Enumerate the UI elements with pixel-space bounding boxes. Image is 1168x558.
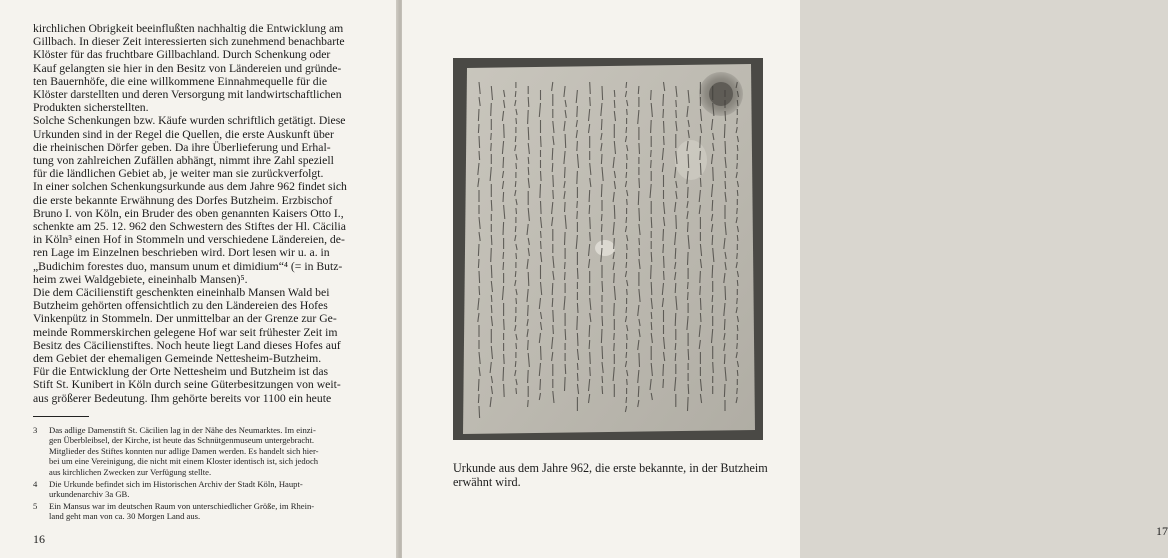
footnote-number: 4 bbox=[33, 478, 38, 489]
body-line: Kauf gelangten sie hier in den Besitz von Ländereien und gründe- bbox=[33, 61, 342, 75]
body-line: „Budichim forestes duo, mansum unum et dimidium“⁴ (= in Butz- bbox=[33, 259, 343, 273]
body-line: Klöster darstellten und deren Versorgung mit landwirtschaftlichen bbox=[33, 88, 342, 102]
body-line: Produkten sicherstellten. bbox=[33, 101, 149, 115]
body-line: die erste bekannte Erwähnung des Dorfes Butzheim. Erzbischof bbox=[33, 193, 333, 207]
body-line: Stift St. Kunibert in Köln durch seine Güterbesitzungen von weit- bbox=[33, 378, 341, 392]
footnote-line: gen Überbleibsel, der Kirche, ist heute das Schnütgenmuseum untergebracht. bbox=[49, 435, 314, 446]
footnote-line: urkundenarchiv 3a GB. bbox=[49, 488, 130, 499]
body-line: Besitz des Cäcilienstiftes. Noch heute liegt Land dieses Hofes auf bbox=[33, 338, 341, 352]
footnote bbox=[33, 501, 373, 522]
footnote-line: Die Urkunde befindet sich im Historischen Archiv der Stadt Köln, Haupt- bbox=[49, 478, 303, 489]
body-line: Die dem Cäcilienstift geschenkten eineinhalb Mansen Wald bei bbox=[33, 286, 330, 300]
page-number-right: 17 bbox=[1156, 524, 1168, 538]
footnote-line: bei um eine Vereinigung, die nicht mit einem Kloster identisch ist, sich jedoch bbox=[49, 456, 319, 467]
footnote bbox=[33, 479, 373, 500]
body-line: ren Lage im Einzelnen beschrieben wird. Dort lesen wir u. a. in bbox=[33, 246, 330, 260]
footnote-line: Das adlige Damenstift St. Cäcilien lag in der Nähe des Neumarktes. Im einzi- bbox=[49, 425, 316, 435]
body-line: Solche Schenkungen bzw. Käufe wurden schriftlich getätigt. Diese bbox=[33, 114, 346, 128]
footnote-text bbox=[49, 425, 373, 477]
body-text bbox=[33, 22, 373, 405]
body-line: Urkunden sind in der Regel die Quellen, die erste Auskunft über bbox=[33, 127, 334, 141]
footnote-text bbox=[49, 479, 373, 500]
photo-caption bbox=[453, 461, 773, 489]
footnote-number: 5 bbox=[33, 500, 38, 511]
body-line: In einer solchen Schenkungsurkunde aus dem Jahre 962 findet sich bbox=[33, 180, 347, 194]
page-number-left: 16 bbox=[33, 532, 45, 546]
body-line: kirchlichen Obrigkeit beeinflußten nachhaltig die Entwicklung am bbox=[33, 22, 344, 35]
left-page bbox=[0, 0, 398, 558]
caption-line: Urkunde aus dem Jahre 962, die erste bekannte, in der Butzheim bbox=[453, 461, 768, 475]
body-line: in Köln³ einen Hof in Stommeln und verschiedene Ländereien, de- bbox=[33, 233, 345, 247]
body-line: Bruno I. von Köln, ein Bruder des oben genannten Kaisers Otto I., bbox=[33, 206, 344, 220]
body-line: ten Bauernhöfe, die eine willkommene Einnahmequelle für die bbox=[33, 74, 328, 88]
body-line: Vinkenpütz in Stommeln. Der unmittelbar an der Grenze zur Ge- bbox=[33, 312, 337, 326]
footnote-text bbox=[49, 501, 373, 522]
footnote bbox=[33, 425, 373, 477]
footnotes bbox=[33, 425, 373, 523]
body-line: Butzheim gehörten offensichtlich zu den Ländereien des Hofes bbox=[33, 299, 328, 313]
footnote-rule bbox=[33, 416, 89, 417]
footnote-line: Mitglieder des Stiftes konnten nur adlige Damen werden. Es handelt sich hier- bbox=[49, 445, 319, 456]
body-line: Klöster für das fruchtbare Gillbachland. Durch Schenkung oder bbox=[33, 48, 331, 62]
body-line: die rheinischen Dörfer geben. Da ihre Überlieferung und Erhal- bbox=[33, 140, 331, 154]
body-line: für die ländlichen Gebiet ab, je weiter man sie zurückverfolgt. bbox=[33, 167, 324, 181]
footnote-number: 3 bbox=[33, 425, 38, 435]
charter-image bbox=[453, 58, 763, 440]
footnote-line: land geht man von ca. 30 Morgen Land aus. bbox=[49, 511, 201, 522]
body-line: Für die Entwicklung der Orte Nettesheim und Butzheim ist das bbox=[33, 365, 329, 379]
body-line: Gillbach. In dieser Zeit interessierten sich zunehmend benachbarte bbox=[33, 35, 345, 49]
body-line: meinde Rommerskirchen gelegene Hof war seit frühester Zeit im bbox=[33, 325, 338, 339]
caption-line: erwähnt wird. bbox=[453, 475, 521, 489]
body-line: aus größerer Bedeutung. Ihm gehörte bereits vor 1100 ein heute bbox=[33, 391, 332, 405]
body-line: heim zwei Waldgebiete, eineinhalb Mansen)⁵. bbox=[33, 272, 248, 286]
footnote-line: aus kirchlichen Zwecken zur Verfügung stellte. bbox=[49, 466, 212, 477]
body-line: dem Gebiet der ehemaligen Gemeinde Nettesheim-Butzheim. bbox=[33, 352, 322, 366]
body-line: schenkte am 25. 12. 962 den Schwestern des Stiftes der Hl. Cäcilia bbox=[33, 220, 346, 234]
footnote-line: Ein Mansus war im deutschen Raum von unterschiedlicher Größe, im Rhein- bbox=[49, 500, 315, 511]
body-line: tung von zahlreichen Zufällen abhängt, nimmt ihre Zahl speziell bbox=[33, 154, 334, 168]
charter-photograph bbox=[453, 58, 763, 440]
